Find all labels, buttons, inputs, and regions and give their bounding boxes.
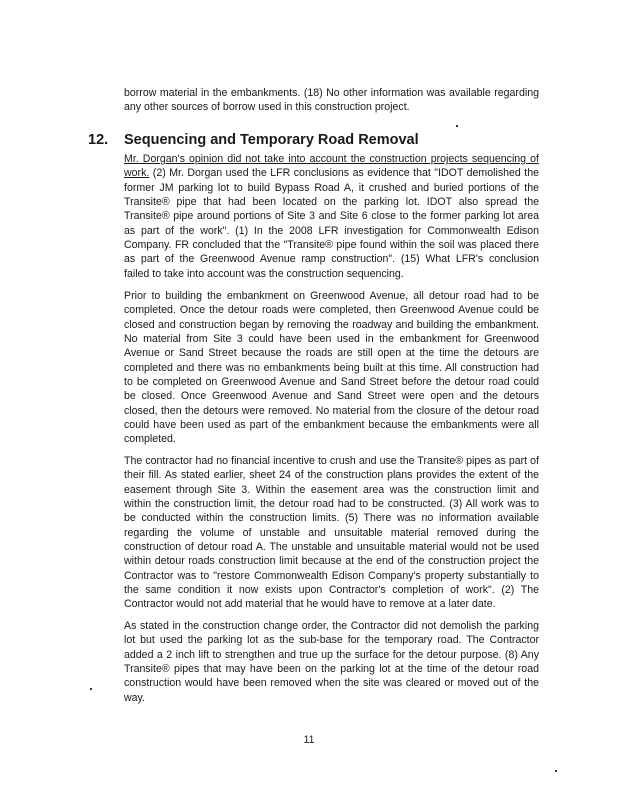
text-line: easement through Site 3. Within the easement area was the construction limit and [124, 483, 539, 496]
text-line: Avenue or Sand Street because the roads are still open at the time the detours are [124, 347, 539, 360]
text-line: be closed. Once Greenwood Avenue and Sand Street were open and the detours [124, 390, 539, 403]
text-line: regarding the volume of unstable and unsuitable material removed during the [124, 526, 539, 539]
underlined-statement: Mr. Dorgan's opinion did not take into account the construction projects sequencing of [124, 153, 539, 165]
text-line: within the construction limit, the detour road had to be constructed. (3) All work was to [124, 498, 539, 511]
text-line: Transite® pipe that had been located on the parking lot. IDOT also spread the [124, 196, 539, 209]
text-line: closed, then the detours were removed. No material from the closure of the detour road [124, 404, 539, 417]
text-line: closed and construction began by removing the roadway and building the embankment. [124, 318, 539, 331]
text-line: former JM parking lot to build Bypass Road A, it crushed and buried portions of the [124, 181, 539, 194]
text-line: Prior to building the embankment on Greenwood Avenue, all detour road had to be [124, 290, 539, 302]
text-line: Transite® pipes that may have been on the parking lot at the time of the detour road [124, 663, 539, 676]
text-line: The contractor had no financial incentive to crush and use the Transite® pipes as part of [124, 455, 539, 467]
text-line: the same condition it now exists upon Contractor's completion of work". (2) The [124, 584, 539, 597]
text-line: as part of the Greenwood Avenue ramp construction". (15) What LFR's conclusion [124, 253, 539, 266]
scan-speck [90, 688, 92, 690]
text-line: completed. Once the detour roads were completed, then Greenwood Avenue could be [124, 304, 539, 317]
text-line: failed to take into account was the construction sequencing. [124, 267, 404, 280]
section-number: 12. [88, 132, 109, 148]
underlined-work: work. [124, 167, 150, 180]
scan-speck [555, 770, 557, 772]
paragraph-change-order [124, 619, 539, 705]
text-line: Transite® pipe around portions of Site 3 and Site 6 close to the former parking lot area [124, 210, 539, 223]
paragraph-contractor-incentive [124, 454, 539, 612]
text-line: completed and there was no embankments being built at this time. All construction had [124, 361, 539, 374]
text-segment: (2) Mr. Dorgan used the LFR conclusions as evidence that "IDOT demolished the [149, 167, 539, 180]
text-line: be conducted within the construction limits. (5) There was no information available [124, 512, 539, 525]
text-line: borrow material in the embankments. (18) No other information was available regarding [124, 87, 539, 99]
text-line: way. [124, 691, 145, 704]
text-line: as part of the work". (1) In the 2008 LFR investigation for Commonwealth Edison [124, 224, 539, 237]
text-line: to be completed on Greenwood Avenue and Sand Street before the detour road could [124, 376, 539, 389]
text-line [124, 166, 539, 180]
text-line: Contractor was to "restore Commonwealth Edison Company's property substantially to [124, 569, 539, 582]
paragraph-embankment-sequence [124, 289, 539, 447]
paragraph-dorgan-opinion [124, 152, 539, 281]
text-line: construction of detour road A. The unstable and unsuitable material would not be used [124, 541, 539, 554]
page-number: 11 [303, 734, 315, 746]
scan-speck [456, 125, 458, 127]
text-line: completed. [124, 433, 176, 446]
text-line: any other sources of borrow used in this construction project. [124, 101, 410, 114]
paragraph-borrow-material [124, 86, 539, 115]
text-line: Contractor would not add material that he would have to remove at a later date. [124, 598, 496, 611]
text-line: within detour roads construction limit because at the end of the construction project the [124, 555, 539, 568]
text-line: construction would have been removed when the site was cleared or moved out of the [124, 677, 539, 690]
text-line: No material from Site 3 could have been used in the embankment for Greenwood [124, 333, 539, 346]
text-line: added a 2 inch lift to strengthen and true up the surface for the detour purpose. (8) Any [124, 648, 539, 661]
text-line: their fill. As stated earlier, sheet 24 of the construction plans provides the extent of the [124, 469, 539, 482]
text-line: could have been used as part of the embankment because the embankments were all [124, 419, 539, 432]
text-line: Company. FR concluded that the "Transite® pipe found within the soil was placed there [124, 239, 539, 252]
section-title: Sequencing and Temporary Road Removal [124, 132, 419, 148]
text-line: lot but used the parking lot as the sub-base for the temporary road. The Contractor [124, 634, 539, 647]
text-line: As stated in the construction change order, the Contractor did not demolish the parking [124, 620, 539, 632]
